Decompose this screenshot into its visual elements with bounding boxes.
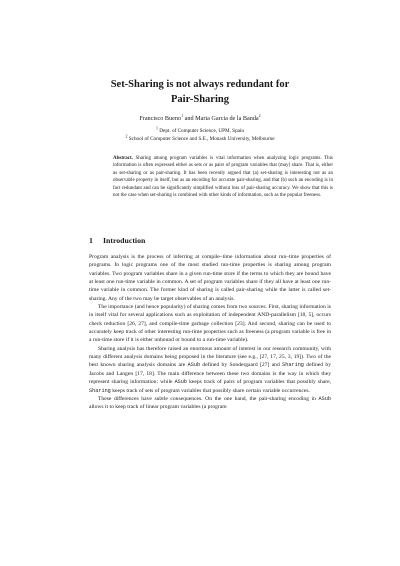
paragraph-text: keeps track of sets of program variables that possibly share certain variable occurrences.	[110, 387, 310, 394]
paragraph	[89, 395, 331, 412]
affiliation-text: School of Computer Science and S.E., Monash University, Melbourne	[128, 135, 275, 142]
paper-title	[60, 77, 340, 107]
section-title: Introduction	[103, 236, 146, 245]
title-line-1: Set-Sharing is not always redundant for	[110, 79, 290, 90]
author-conjunction: and	[184, 115, 194, 122]
title-line-2: Pair-Sharing	[171, 94, 229, 105]
abstract	[113, 155, 333, 199]
body-text	[89, 253, 331, 412]
abstract-text: Sharing among program variables is vital information when analyzing logic programs. This information is often expressed either as sets or as pairs of program variables that (may) share. That is, either as set-sharing or as pair-sharing. It has been recently argued that (a) set-sharing is interesting not as an observable property in itself, but as an encoding for accurate pair-sharing, and that (b) such an encoding is in fact redundant and can be significantly simplified without loss of pair-sharing accuracy. We show that this is not the case when set-sharing is combined with other kinds of information, such as the popular freeness.	[113, 156, 333, 199]
paragraph-text: keeps track of pairs of program variables that possibly share,	[187, 379, 331, 386]
section-heading	[89, 236, 329, 246]
author-name: Francisco Bueno	[139, 115, 182, 122]
paragraph-text: allows it to keep track of linear program variables (a program	[89, 404, 227, 411]
domain-name: ASub	[187, 362, 201, 369]
author-name: Maria Garcia de la Banda	[195, 115, 259, 122]
author-affiliation-mark: 1	[181, 112, 184, 118]
affiliation-mark: 1	[155, 125, 158, 131]
affiliation-line	[60, 125, 340, 136]
section-number: 1	[89, 236, 93, 245]
paragraph-text: defined by Jacobs and Langen [17, 18]. The main difference between these two domains is the way in which they represent sharing information: while	[89, 362, 331, 386]
affiliation-mark: 2	[125, 132, 128, 138]
paragraph-text: These differences have subtle consequences. On the one hand, the pair-sharing encoding in	[98, 395, 319, 402]
domain-name: ASub	[174, 379, 188, 386]
paragraph-text: Sharing analysis has therefore raised an enormous amount of interest in our research community, with many different analysis domains being proposed in the literature (see e.g., [27, 17, 25, 3, 19]). Two of the best known sharing analysis domains are	[89, 345, 331, 369]
paragraph: Program analysis is the process of inferring at compile–time information about run–time properties of programs. In logic programs one of the most studied run-time properties is sharing among program variables. Two program variables share in a given run-time store if the terms to which they are bound have at least one run-time variable in common. A set of program variables share if they all have at least one run-time variable in common. The former kind of sharing is called pair-sharing while the latter is called set-sharing. Any of the two may be target observables of an analysis.	[89, 254, 331, 302]
author-list	[60, 114, 340, 123]
domain-name: Sharing	[282, 362, 304, 369]
domain-name: Sharing	[89, 387, 111, 394]
author-affiliation-mark: 2	[258, 112, 261, 118]
affiliation-list	[60, 125, 340, 143]
paragraph: The importance (and hence popularity) of sharing comes from two sources. First, sharing information is in itself vital for several applications such as exploitation of independent AND-parallelism [18, 5], occurs check reduction [26, 27], and compile-time garbage collection [23]. And second, sharing can be used to accurately keep track of other interesting run-time properties such as freeness (a program variable is free in a run-time store if it is either unbound or bound to a run-time variable).	[89, 304, 331, 344]
domain-name: ASub	[318, 395, 331, 402]
affiliation-text: Dept. of Computer Science, UPM, Spain	[159, 128, 244, 134]
abstract-label: Abstract.	[113, 156, 133, 161]
paragraph-text: defined by Sondergaard [27] and	[200, 362, 283, 369]
paragraph	[89, 345, 331, 395]
affiliation-line	[60, 132, 340, 144]
